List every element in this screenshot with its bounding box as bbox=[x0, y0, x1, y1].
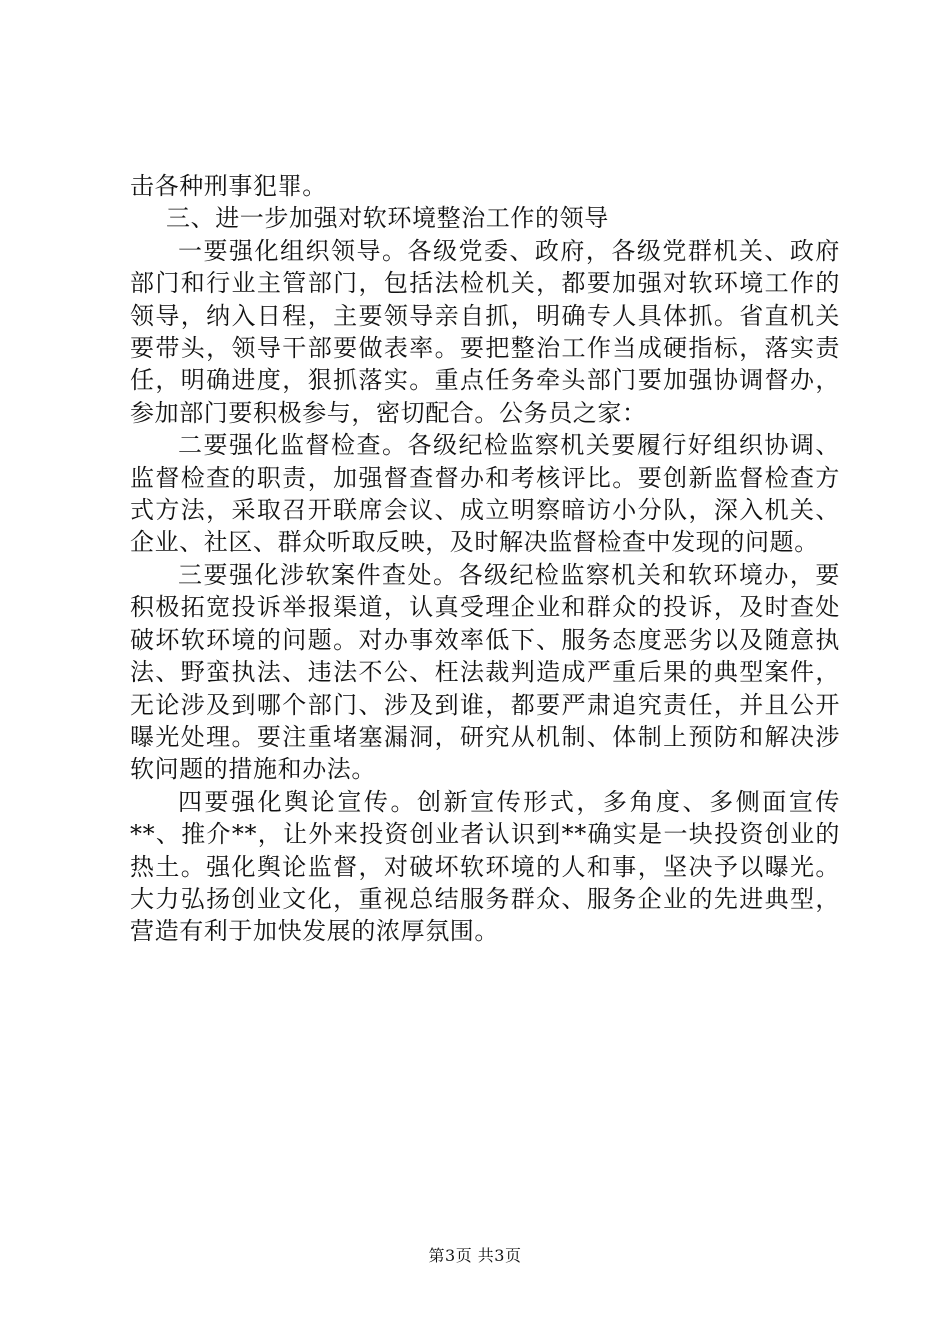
paragraph-public-opinion: 四要强化舆论宣传。创新宣传形式，多角度、多侧面宣传**、推介**，让外来投资创业者认识到**确实是一块投资创业的热土。强化舆论监督，对破坏软环境的人和事，坚决予以曝光。大力弘扬创业文化，重视总结服务群众、服务企业的先进典型，营造有利于加快发展的浓厚氛围。 bbox=[130, 787, 840, 946]
paragraph-supervision-inspection: 二要强化监督检查。各级纪检监察机关要履行好组织协调、监督检查的职责，加强督查督办和考核评比。要创新监督检查方式方法，采取召开联席会议、成立明察暗访小分队，深入机关、企业、社区、群众听取反映，及时解决监督检查中发现的问题。 bbox=[130, 431, 840, 557]
paragraph-organization-leadership: 一要强化组织领导。各级党委、政府，各级党群机关、政府部门和行业主管部门，包括法检机关，都要加强对软环境工作的领导，纳入日程，主要领导亲自抓，明确专人具体抓。省直机关要带头，领导干部要做表率。要把整治工作当成硬指标，落实责任，明确进度，狠抓落实。重点任务牵头部门要加强协调督办，参加部门要积极参与，密切配合。公务员之家： bbox=[130, 236, 840, 427]
paragraph-continuation: 击各种刑事犯罪。 bbox=[130, 172, 327, 200]
section-heading: 三、进一步加强对软环境整治工作的领导 bbox=[166, 204, 609, 233]
page-number-footer: 第3页 共3页 bbox=[428, 1246, 522, 1265]
paragraph-case-investigation: 三要强化涉软案件查处。各级纪检监察机关和软环境办，要积极拓宽投诉举报渠道，认真受理企业和群众的投诉，及时查处破坏软环境的问题。对办事效率低下、服务态度恶劣以及随意执法、野蛮执法、违法不公、枉法裁判造成严重后果的典型案件，无论涉及到哪个部门、涉及到谁，都要严肃追究责任，并且公开曝光处理。要注重堵塞漏洞，研究从机制、体制上预防和解决涉软问题的措施和办法。 bbox=[130, 560, 840, 784]
document-body bbox=[130, 170, 840, 948]
